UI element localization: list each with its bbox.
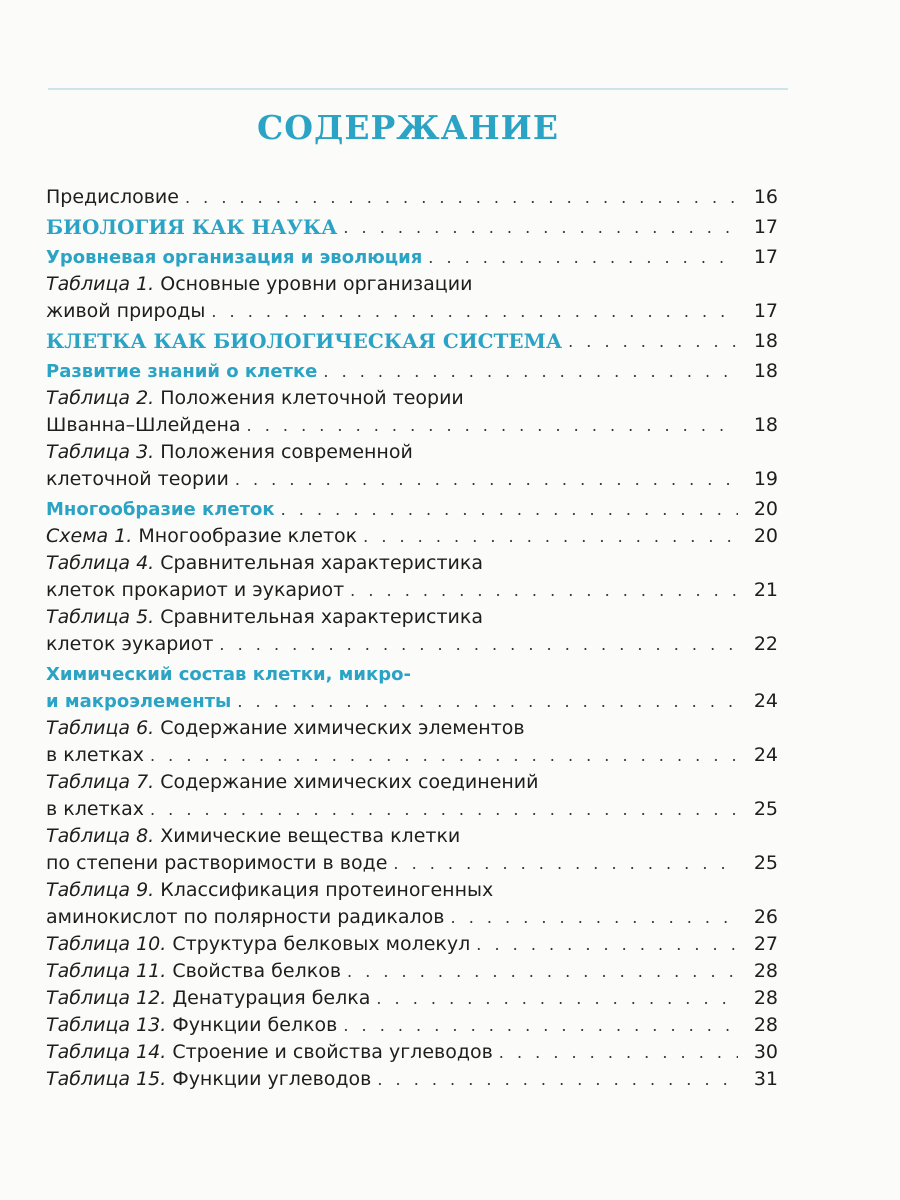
- toc-entry-label: [46, 769, 539, 796]
- toc-entry[interactable]: [46, 244, 778, 271]
- dot-leader: [150, 796, 738, 823]
- toc-entry-line: [46, 244, 778, 271]
- toc-entry-line: [46, 796, 778, 823]
- toc-entry-prefix: Таблица 11.: [46, 960, 167, 982]
- toc-entry[interactable]: [46, 496, 778, 523]
- toc-entry-text: Денатурация белка: [166, 987, 371, 1009]
- toc-entry-line: [46, 1039, 778, 1066]
- toc-entry-line: [46, 823, 778, 850]
- toc-entry-label: [46, 214, 337, 241]
- toc-entry-text: Сравнительная характеристика: [154, 552, 484, 574]
- toc-entry-text: Классификация протеиногенных: [154, 879, 494, 901]
- toc-entry-text: Содержание химических элементов: [154, 717, 525, 739]
- toc-entry-text: Содержание химических соединений: [154, 771, 539, 793]
- toc-entry-line: [46, 1012, 778, 1039]
- page-number: 26: [753, 906, 778, 928]
- toc-entry[interactable]: [46, 715, 778, 769]
- dot-leader: [476, 931, 738, 958]
- toc-entry-line: [46, 688, 778, 715]
- toc-entry-label: [46, 1039, 493, 1066]
- toc-entry-label: [46, 271, 472, 298]
- dot-leader: [219, 631, 738, 658]
- toc-entry-line: [46, 604, 778, 631]
- toc-entry-line: [46, 715, 778, 742]
- toc-entry-prefix: Таблица 3.: [46, 441, 155, 463]
- dot-leader: [347, 958, 738, 985]
- header-rule: [48, 88, 788, 90]
- page-number: 20: [753, 525, 778, 547]
- toc-entry-label: [46, 1012, 337, 1039]
- toc-entry[interactable]: [46, 271, 778, 325]
- toc-entry-text: Химические вещества клетки: [154, 825, 461, 847]
- page-number: 22: [753, 633, 778, 655]
- dot-leader: [247, 412, 738, 439]
- table-of-contents: [46, 184, 778, 1093]
- toc-entry-line: [46, 577, 778, 604]
- page-number: 18: [753, 360, 778, 382]
- dot-leader: [235, 466, 738, 493]
- toc-entry[interactable]: [46, 1039, 778, 1066]
- toc-entry-label: [46, 715, 525, 742]
- toc-entry-label: [46, 661, 411, 688]
- toc-entry-line: [46, 385, 778, 412]
- page-number: 19: [753, 468, 778, 490]
- toc-entry[interactable]: [46, 1066, 778, 1093]
- page-number: 25: [753, 798, 778, 820]
- toc-entry-label: [46, 958, 341, 985]
- page-title: СОДЕРЖАНИЕ: [256, 108, 559, 147]
- page-number: 18: [753, 414, 778, 436]
- page-number: 27: [753, 933, 778, 955]
- toc-entry-label: [46, 877, 493, 904]
- toc-entry[interactable]: [46, 1012, 778, 1039]
- toc-entry-continuation: по степени растворимости в воде: [46, 852, 388, 874]
- toc-entry-prefix: Таблица 10.: [46, 933, 167, 955]
- toc-entry-line: [46, 742, 778, 769]
- page-number: 28: [753, 1014, 778, 1036]
- dot-leader: [343, 214, 738, 241]
- toc-entry-label: [46, 184, 179, 211]
- toc-entry-continuation: аминокислот по полярности радикалов: [46, 906, 445, 928]
- toc-entry-label: [46, 823, 460, 850]
- toc-entry-text: Строение и свойства углеводов: [166, 1041, 493, 1063]
- toc-entry-text: Уровневая организация и эволюция: [46, 247, 423, 268]
- toc-entry-line: [46, 904, 778, 931]
- toc-entry-label: [46, 328, 562, 355]
- toc-entry-line: [46, 631, 778, 658]
- toc-entry[interactable]: [46, 439, 778, 493]
- page-number: 28: [753, 960, 778, 982]
- toc-entry[interactable]: [46, 661, 778, 715]
- toc-entry-line: [46, 985, 778, 1012]
- toc-entry-line: [46, 958, 778, 985]
- dot-leader: [428, 244, 738, 271]
- toc-entry[interactable]: [46, 823, 778, 877]
- toc-entry-line: [46, 523, 778, 550]
- toc-entry-text: Свойства белков: [166, 960, 342, 982]
- dot-leader: [281, 496, 738, 523]
- toc-entry-continuation: и макроэлементы: [46, 691, 232, 712]
- toc-entry-prefix: Таблица 8.: [46, 825, 155, 847]
- toc-entry-line: [46, 496, 778, 523]
- toc-entry-label: [46, 985, 370, 1012]
- toc-entry-text: КЛЕТКА КАК БИОЛОГИЧЕСКАЯ СИСТЕМА: [46, 329, 563, 353]
- toc-entry-line: [46, 358, 778, 385]
- toc-entry-label: [46, 439, 413, 466]
- dot-leader: [499, 1039, 738, 1066]
- toc-entry[interactable]: [46, 877, 778, 931]
- toc-entry-continuation: Шванна–Шлейдена: [46, 414, 241, 436]
- toc-entry-text: Структура белковых молекул: [166, 933, 471, 955]
- page-number: 31: [753, 1068, 778, 1090]
- toc-entry-prefix: Таблица 15.: [46, 1068, 167, 1090]
- dot-leader: [343, 1012, 738, 1039]
- toc-entry-text: Развитие знаний о клетке: [46, 361, 318, 382]
- toc-entry[interactable]: [46, 184, 778, 211]
- dot-leader: [323, 358, 738, 385]
- toc-entry-prefix: Таблица 7.: [46, 771, 155, 793]
- dot-leader: [150, 742, 738, 769]
- toc-entry[interactable]: [46, 985, 778, 1012]
- toc-entry-label: [46, 550, 483, 577]
- page-number: 18: [753, 330, 778, 352]
- page-number: 24: [753, 690, 778, 712]
- toc-entry-text: Сравнительная характеристика: [154, 606, 484, 628]
- page-number: 28: [753, 987, 778, 1009]
- page-number: 24: [753, 744, 778, 766]
- toc-entry-line: [46, 931, 778, 958]
- page-number: 17: [753, 246, 778, 268]
- toc-entry[interactable]: [46, 523, 778, 550]
- toc-entry-prefix: Таблица 14.: [46, 1041, 167, 1063]
- toc-entry-text: Функции углеводов: [166, 1068, 372, 1090]
- toc-entry-label: [46, 244, 422, 271]
- toc-entry-line: [46, 184, 778, 211]
- toc-entry-line: [46, 550, 778, 577]
- toc-entry[interactable]: [46, 358, 778, 385]
- toc-entry[interactable]: [46, 385, 778, 439]
- toc-entry-label: [46, 931, 470, 958]
- toc-entry-prefix: Схема 1.: [46, 525, 133, 547]
- page-number: 16: [753, 186, 778, 208]
- dot-leader: [376, 985, 738, 1012]
- toc-entry-line: [46, 661, 778, 688]
- toc-entry-text: Функции белков: [166, 1014, 338, 1036]
- page-number: 30: [753, 1041, 778, 1063]
- toc-entry-prefix: Таблица 12.: [46, 987, 167, 1009]
- toc-entry-line: [46, 328, 778, 355]
- toc-entry-text: Химический состав клетки, микро-: [46, 664, 411, 685]
- toc-entry-line: [46, 298, 778, 325]
- toc-entry-label: [46, 385, 464, 412]
- toc-entry-line: [46, 850, 778, 877]
- toc-entry[interactable]: [46, 931, 778, 958]
- page-number: 25: [753, 852, 778, 874]
- toc-entry[interactable]: [46, 604, 778, 658]
- toc-entry-continuation: клеток эукариот: [46, 633, 214, 655]
- toc-entry-text: Положения современной: [154, 441, 413, 463]
- dot-leader: [185, 184, 738, 211]
- toc-entry-line: [46, 439, 778, 466]
- toc-entry-text: БИОЛОГИЯ КАК НАУКА: [46, 215, 338, 239]
- page-number: 21: [753, 579, 778, 601]
- dot-leader: [211, 298, 738, 325]
- toc-entry-prefix: Таблица 1.: [46, 273, 155, 295]
- toc-entry-continuation: клеток прокариот и эукариот: [46, 579, 345, 601]
- page-number: 17: [753, 300, 778, 322]
- dot-leader: [237, 688, 738, 715]
- toc-entry-label: [46, 358, 317, 385]
- toc-entry-line: [46, 214, 778, 241]
- toc-entry-continuation: живой природы: [46, 300, 206, 322]
- toc-entry-line: [46, 769, 778, 796]
- toc-entry-label: [46, 604, 483, 631]
- toc-entry-label: [46, 523, 357, 550]
- toc-entry-line: [46, 1066, 778, 1093]
- toc-entry-text: Основные уровни организации: [154, 273, 473, 295]
- toc-entry[interactable]: [46, 550, 778, 604]
- dot-leader: [363, 523, 738, 550]
- toc-entry-prefix: Таблица 13.: [46, 1014, 167, 1036]
- toc-entry[interactable]: [46, 769, 778, 823]
- toc-entry-label: [46, 1066, 371, 1093]
- toc-entry-prefix: Таблица 9.: [46, 879, 155, 901]
- toc-entry-text: Многообразие клеток: [132, 525, 358, 547]
- toc-entry[interactable]: [46, 328, 778, 355]
- toc-entry-text: Многообразие клеток: [46, 499, 275, 520]
- toc-entry[interactable]: [46, 214, 778, 241]
- toc-entry-text: Положения клеточной теории: [154, 387, 464, 409]
- toc-entry-label: [46, 496, 275, 523]
- toc-entry[interactable]: [46, 958, 778, 985]
- dot-leader: [350, 577, 738, 604]
- dot-leader: [377, 1066, 738, 1093]
- toc-entry-line: [46, 271, 778, 298]
- toc-entry-prefix: Таблица 4.: [46, 552, 155, 574]
- dot-leader: [451, 904, 738, 931]
- dot-leader: [393, 850, 738, 877]
- page-number: 20: [753, 498, 778, 520]
- dot-leader: [568, 328, 738, 355]
- toc-entry-prefix: Таблица 2.: [46, 387, 155, 409]
- toc-entry-continuation: в клетках: [46, 744, 144, 766]
- toc-entry-continuation: в клетках: [46, 798, 144, 820]
- toc-entry-text: Предисловие: [46, 186, 179, 208]
- toc-entry-prefix: Таблица 5.: [46, 606, 155, 628]
- toc-entry-line: [46, 877, 778, 904]
- toc-entry-line: [46, 466, 778, 493]
- toc-entry-line: [46, 412, 778, 439]
- page-number: 17: [753, 216, 778, 238]
- toc-entry-continuation: клеточной теории: [46, 468, 229, 490]
- toc-entry-prefix: Таблица 6.: [46, 717, 155, 739]
